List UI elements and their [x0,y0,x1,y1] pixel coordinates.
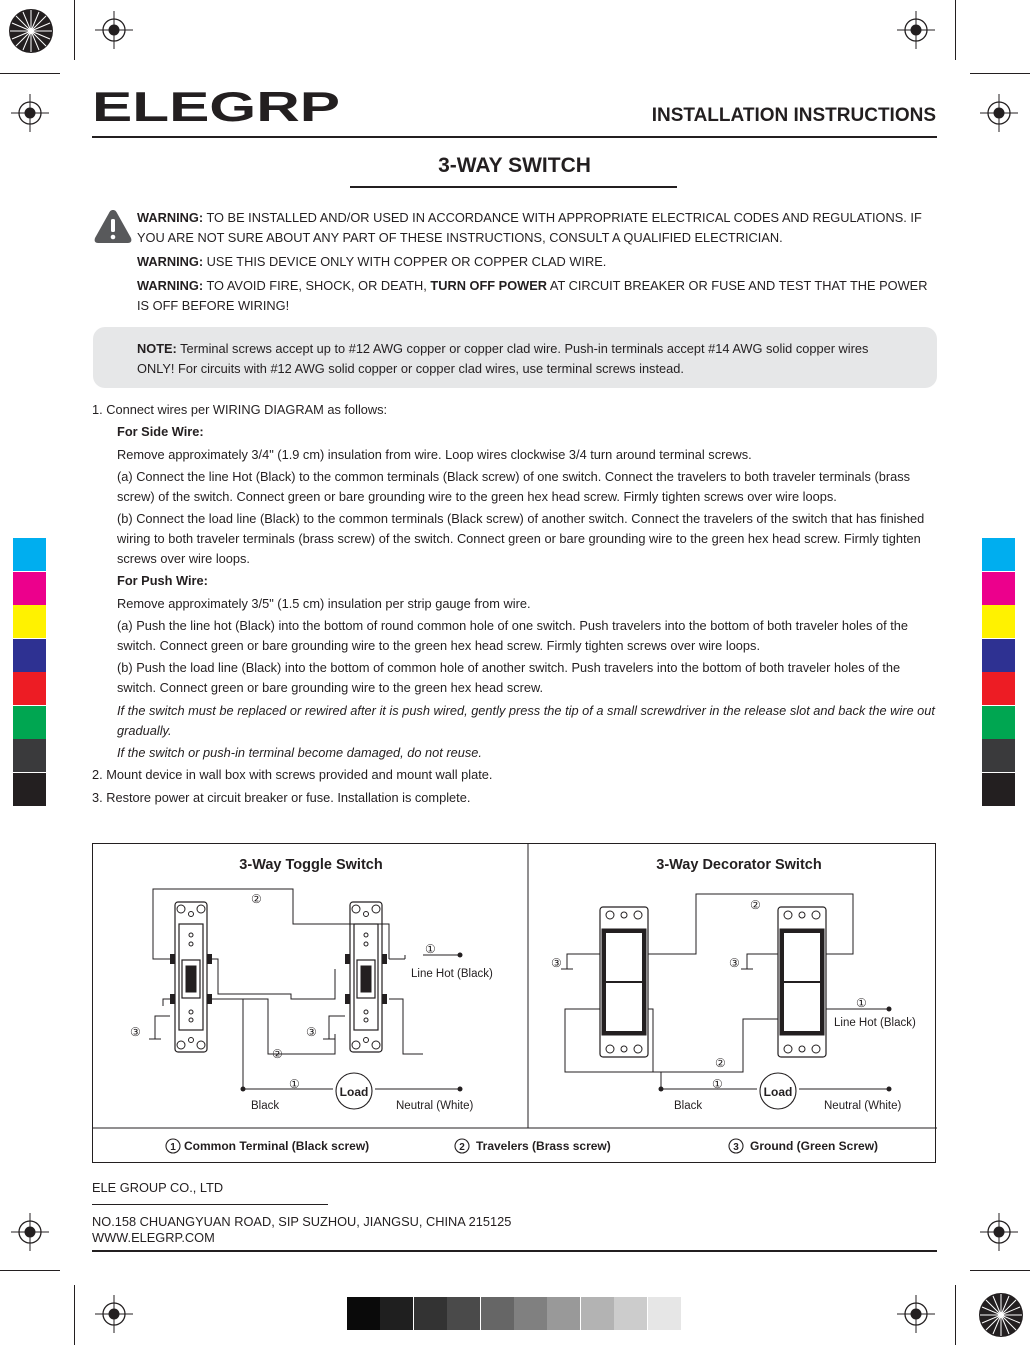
black-label: Black [674,1100,703,1112]
marker-1: ① [425,942,436,956]
warning-3: WARNING: TO AVOID FIRE, SHOCK, OR DEATH, TURN OFF POWER AT CIRCUIT BREAKER OR FUSE AND TEST THAT THE POWER IS OFF BEFORE WIRING! [137,278,928,313]
registration-mark [95,11,133,49]
release-note: If the switch must be replaced or rewired after it is push wired, gently press the tip of a small screwdriver in the release slot and back the wire out gradually. [117,702,935,738]
crop-mark [970,1270,1030,1271]
color-swatch [13,639,46,672]
legend-ground [729,1139,878,1153]
color-swatch [982,538,1015,571]
registration-mark [11,94,49,132]
gray-swatch [414,1297,447,1330]
marker-3: ③ [306,1025,317,1039]
color-swatch [13,538,46,571]
marker-1: ① [712,1077,723,1091]
starburst-mark-top-left [8,8,54,54]
decorator-switch-right [778,907,826,1057]
push-wire-b: (b) Push the load line (Black) into the bottom of common hole of another switch. Push travelers into the bottom of both traveler holes of the switch. Connect green or bare grounding wire to the green hex head screw. [117,660,901,696]
color-swatch [13,572,46,605]
company-name: ELE GROUP CO., LTD [92,1180,224,1195]
warning-2: WARNING: USE THIS DEVICE ONLY WITH COPPER OR COPPER CLAD WIRE. [137,254,607,269]
address: NO.158 CHUANGYUAN ROAD, SIP SUZHOU, JIANGSU, CHINA 215125 [92,1214,512,1229]
document-type: INSTALLATION INSTRUCTIONS [651,105,936,126]
title-underline [350,186,677,188]
warnings [137,208,937,320]
color-swatch [13,706,46,739]
push-wire-heading: For Push Wire: [117,573,208,589]
instructions [92,400,937,810]
registration-mark [980,1213,1018,1251]
marker-1: ① [289,1077,300,1091]
warning-1: WARNING: TO BE INSTALLED AND/OR USED IN ACCORDANCE WITH APPROPRIATE ELECTRICAL CODES AND REGULATIONS. IF YOU ARE NOT SURE ABOUT ANY PART OF THESE INSTRUCTIONS, CONSULT A QUALIFIED ELECTRICIAN. [137,210,922,245]
svg-text:3: 3 [733,1142,739,1153]
neutral-label: Neutral (White) [824,1100,902,1112]
push-wire-strip: Remove approximately 3/5" (1.5 cm) insulation per strip gauge from wire. [117,595,531,611]
push-wire-a: (a) Push the line hot (Black) into the bottom of round common hole of one switch. Push travelers into the bottom of both traveler holes of the switch. Connect green or bare grounding wire to the green hex head screw. Firmly tighten screws over wire loops. [117,618,908,654]
crop-mark [0,73,60,74]
color-swatch [982,672,1015,705]
decorator-switch-left [600,907,648,1057]
legend-common [166,1139,369,1153]
company-contact [92,1214,511,1246]
color-swatch [982,706,1015,739]
svg-text:Ground (Green Screw): Ground (Green Screw) [750,1139,879,1153]
color-swatch [982,773,1015,806]
crop-mark [74,0,75,60]
crop-mark [970,73,1030,74]
gray-swatch [581,1297,614,1330]
gray-swatch [447,1297,480,1330]
svg-text:Travelers (Brass screw): Travelers (Brass screw) [476,1139,611,1153]
marker-2: ② [272,1047,283,1061]
side-wire-strip: Remove approximately 3/4" (1.9 cm) insulation from wire. Loop wires clockwise 3/4 turn around terminal screws. [117,446,752,462]
website: WWW.ELEGRP.COM [92,1230,215,1245]
marker-2: ② [251,892,262,906]
toggle-diagram-title: 3-Way Toggle Switch [239,857,383,873]
side-wire-a: (a) Connect the line Hot (Black) to the common terminals (Black screw) of one switch. Connect the travelers to both traveler terminals (brass screw) of the switch. Connect green or bare grounding wire to the green hex head screw. Firmly tighten screws over wire loops. [117,468,911,504]
note-text: NOTE: Terminal screws accept up to #12 AWG copper or copper clad wire. Push-in terminals accept #14 AWG solid copper wires ONLY! For circuits with #12 AWG solid copper or copper clad wires, use terminal screws instead. [137,341,869,376]
color-swatch [982,739,1015,772]
load-label: Load [339,1085,369,1099]
svg-text:Common Terminal (Black screw): Common Terminal (Black screw) [184,1139,370,1153]
crop-mark [0,1270,60,1271]
crop-mark [955,1285,956,1345]
gray-swatch [614,1297,647,1330]
color-swatch [13,605,46,638]
note-box [93,327,937,388]
step-2: 2. Mount device in wall box with screws provided and mount wall plate. [92,767,493,783]
color-swatch [982,605,1015,638]
decorator-diagram-title: 3-Way Decorator Switch [656,857,822,873]
registration-mark [11,1213,49,1251]
gray-swatch [481,1297,514,1330]
crop-mark [74,1285,75,1345]
marker-2: ② [750,898,761,912]
starburst-mark-bottom-right [978,1292,1024,1338]
registration-mark [95,1295,133,1333]
svg-text:2: 2 [459,1142,465,1153]
side-wire-b: (b) Connect the load line (Black) to the common terminals (Black screw) of another switch. Connect the travelers of the switch that has finished wiring to both traveler terminals (brass screw) of the switch. Connect green or bare grounding wire to the green hex head screw. Firmly tighten screws over wire loops. [117,511,925,567]
svg-text:ELEGRP: ELEGRP [92,88,340,128]
gray-swatch [547,1297,580,1330]
step-1: 1. Connect wires per WIRING DIAGRAM as follows: [92,402,388,417]
gray-swatch [514,1297,547,1330]
gray-swatch [380,1297,413,1330]
svg-text:1: 1 [170,1142,176,1153]
gray-swatch [347,1297,380,1330]
color-swatch [982,572,1015,605]
registration-mark [897,1295,935,1333]
brand-logo [92,88,342,128]
legend-travelers [455,1139,611,1153]
line-hot-label: Line Hot (Black) [411,968,493,980]
registration-mark [980,94,1018,132]
divider [92,136,937,138]
black-label: Black [251,1100,280,1112]
divider [92,1250,937,1252]
color-swatch [13,739,46,772]
neutral-label: Neutral (White) [396,1100,474,1112]
step-3: 3. Restore power at circuit breaker or fuse. Installation is complete. [92,789,471,805]
line-hot-label: Line Hot (Black) [834,1017,916,1029]
marker-3: ③ [130,1025,141,1039]
color-swatch [982,639,1015,672]
damage-note: If the switch or push-in terminal become damaged, do not reuse. [117,744,482,760]
gray-swatch [648,1297,681,1330]
side-wire-heading: For Side Wire: [117,424,204,440]
marker-3: ③ [729,956,740,970]
marker-1: ① [856,996,867,1010]
marker-2: ② [715,1056,726,1070]
divider [92,1204,328,1205]
wiring-diagram [92,843,936,1163]
color-swatch [13,773,46,806]
marker-3: ③ [551,956,562,970]
toggle-switch-left [170,902,212,1052]
registration-mark [897,11,935,49]
load-label: Load [763,1085,793,1099]
page-title: 3-WAY SWITCH [438,154,591,177]
color-swatch [13,672,46,705]
warning-icon [93,208,133,244]
crop-mark [955,0,956,60]
